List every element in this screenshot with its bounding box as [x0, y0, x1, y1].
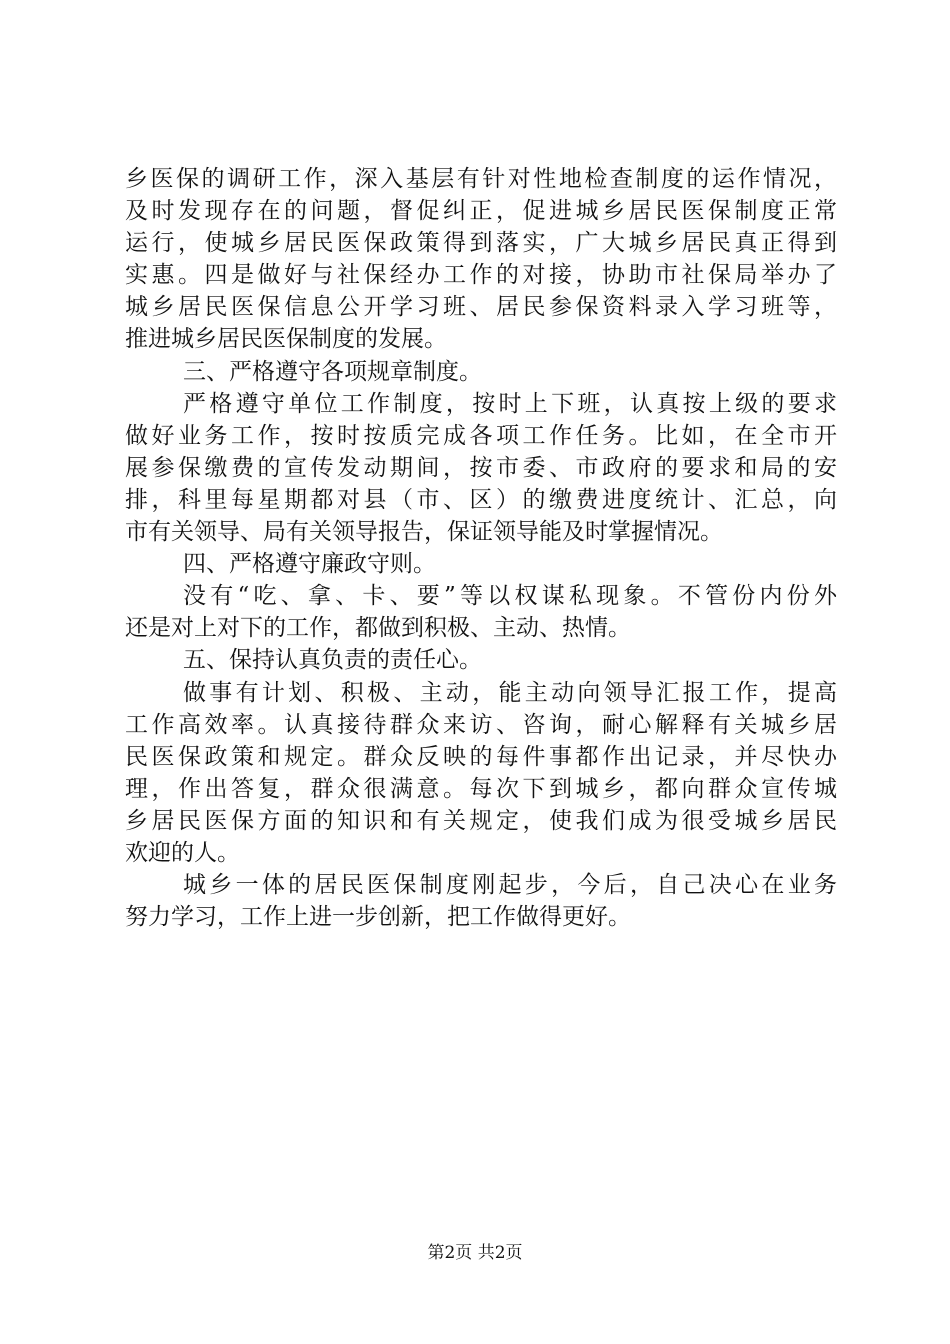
text-line: 工作高效率。认真接待群众来访、咨询，耐心解释有关城乡居 — [125, 711, 837, 738]
text-line: 努力学习，工作上进一步创新，把工作做得更好。 — [125, 904, 631, 931]
text-line: 欢迎的人。 — [125, 839, 240, 866]
text-line: 展参保缴费的宣传发动期间，按市委、市政府的要求和局的安 — [125, 454, 837, 481]
text-line: 三、严格遵守各项规章制度。 — [183, 358, 482, 385]
page-footer: 第2页 共2页 — [427, 1243, 523, 1263]
document-body — [125, 163, 837, 933]
text-line: 严格遵守单位工作制度，按时上下班，认真按上级的要求 — [183, 390, 837, 417]
text-line: 实惠。四是做好与社保经办工作的对接，协助市社保局举办了 — [125, 262, 837, 289]
text-line: 做事有计划、积极、主动，能主动向领导汇报工作，提高 — [183, 679, 837, 706]
text-line: 及时发现存在的问题，督促纠正，促进城乡居民医保制度正常 — [125, 198, 837, 225]
text-line: 城乡一体的居民医保制度刚起步，今后，自己决心在业务 — [183, 872, 837, 899]
text-line: 理，作出答复，群众很满意。每次下到城乡，都向群众宣传城 — [125, 775, 837, 802]
text-line: 没有“吃、拿、卡、要”等以权谋私现象。不管份内份外 — [183, 583, 837, 610]
text-line: 乡医保的调研工作，深入基层有针对性地检查制度的运作情况， — [125, 166, 837, 192]
text-line: 五、保持认真负责的责任心。 — [183, 647, 482, 674]
text-line: 民医保政策和规定。群众反映的每件事都作出记录，并尽快办 — [125, 743, 837, 770]
text-line: 市有关领导、局有关领导报告，保证领导能及时掌握情况。 — [125, 519, 723, 546]
text-line: 乡居民医保方面的知识和有关规定，使我们成为很受城乡居民 — [125, 807, 837, 834]
text-line: 四、严格遵守廉政守则。 — [183, 551, 436, 578]
text-line: 还是对上对下的工作，都做到积极、主动、热情。 — [125, 615, 631, 642]
text-line: 城乡居民医保信息公开学习班、居民参保资料录入学习班等， — [125, 294, 837, 321]
text-line: 排，科里每星期都对县（市、区）的缴费进度统计、汇总，向 — [125, 486, 837, 513]
text-line: 推进城乡居民医保制度的发展。 — [125, 326, 447, 353]
text-line: 运行，使城乡居民医保政策得到落实，广大城乡居民真正得到 — [125, 230, 837, 257]
text-line: 做好业务工作，按时按质完成各项工作任务。比如，在全市开 — [125, 422, 837, 449]
